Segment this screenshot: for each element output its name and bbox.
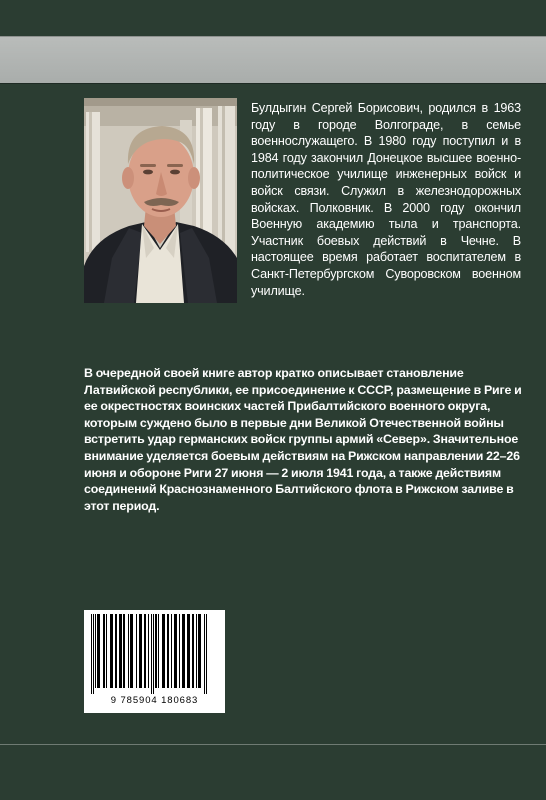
barcode-bar (97, 614, 100, 688)
author-biography: Булдыгин Сергей Борисович, родился в 1963 году в городе Волгограде, в семье военнослужащего. В 1980 году поступил и в 1984 году закончил Донецкое высшее военно-политическое училище инженерных войск и войск связи. Служил в железнодорожных войсках. Полковник. В 2000 году окончил Военную академию тыла и транспорта. Участник боевых действий в Чечне. В настоящее время работает воспитателем в Санкт-Петербургском Суворовском военном училище. (251, 101, 521, 298)
barcode-bar (95, 614, 96, 688)
barcode-bar (158, 614, 159, 688)
barcode-bar (103, 614, 105, 688)
barcode-bar (128, 614, 129, 688)
barcode-bar (110, 614, 113, 688)
barcode-bar (167, 614, 169, 688)
barcode-bar (93, 614, 94, 694)
barcode-bar (204, 614, 205, 694)
barcode-bar (136, 614, 137, 688)
barcode-bar (206, 614, 207, 694)
isbn-barcode (84, 610, 225, 713)
barcode-bar (151, 614, 152, 694)
barcode-bars (88, 614, 221, 694)
barcode-bar (153, 614, 154, 694)
barcode-bar (139, 614, 142, 688)
barcode-bar (182, 614, 185, 688)
barcode-bar (144, 614, 146, 688)
barcode-bar (196, 614, 197, 688)
barcode-bar (119, 614, 122, 688)
barcode-bar (187, 614, 190, 688)
barcode-bar (91, 614, 92, 694)
cover-top-band (0, 0, 546, 36)
bottom-rule (0, 744, 546, 745)
barcode-bar (162, 614, 165, 688)
book-description: В очередной своей книге автор кратко описывает становление Латвийской республики, ее присоединение к СССР, размещение в Риге и ее окрестностях воинских частей Прибалтийского военного округа, которым суждено было в первые дни Великой Отечественной войны встретить удар германских войск группы армий «Север». Значительное внимание уделяется боевым действиям на Рижском направлении 22–26 июня и обороне Риги 27 июня — 2 июля 1941 года, а также действиям соединений Краснознаменного Балтийского флота в Рижском заливе в этот период. (84, 366, 522, 513)
author-photo (84, 98, 237, 303)
barcode-bar (179, 614, 180, 688)
barcode-bar (198, 614, 201, 688)
barcode-bar (192, 614, 194, 688)
barcode-digits: 9 785904 180683 (110, 695, 199, 706)
grey-header-strip (0, 36, 546, 84)
barcode-bar (106, 614, 107, 688)
barcode-bar (123, 614, 125, 688)
barcode-bar (130, 614, 133, 688)
barcode-bar (155, 614, 157, 688)
barcode-bar (115, 614, 117, 688)
barcode-bar (171, 614, 172, 688)
barcode-bar (174, 614, 177, 688)
barcode-bar (148, 614, 149, 688)
